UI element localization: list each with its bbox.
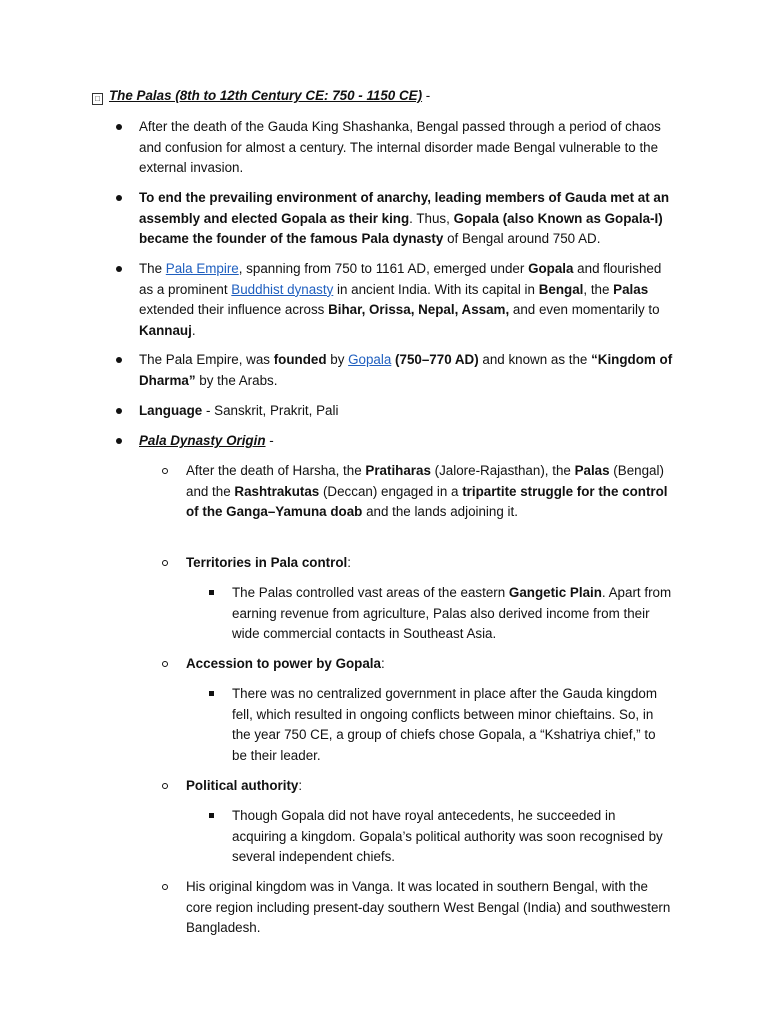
buddhist-dynasty-link[interactable]: Buddhist dynasty [231, 281, 334, 297]
paragraph-political-authority [232, 806, 672, 868]
text: (Bengal) and the [186, 463, 664, 499]
subsection-title: Pala Dynasty Origin [139, 433, 266, 448]
bold-text: Territories in Pala control [186, 555, 348, 570]
bullet-square-icon [209, 590, 214, 595]
text: - Sanskrit, Prakrit, Pali [202, 403, 339, 418]
paragraph-gauda-chaos [139, 117, 679, 179]
pala-empire-link[interactable]: Pala Empire [165, 261, 239, 276]
text: : [298, 778, 303, 793]
section-title: The Palas (8th to 12th Century CE: 750 - 1150 CE) [109, 88, 423, 103]
bullet-circle-icon [162, 661, 168, 667]
bullet-disc-icon [116, 438, 122, 444]
text: (Deccan) engaged in a [319, 483, 463, 499]
text: The Palas controlled vast areas of the eastern [232, 585, 509, 600]
text: and flourished as a prominent [139, 261, 662, 297]
text: The Pala Empire, was [139, 352, 274, 367]
bold-text: Political authority [186, 778, 299, 793]
paragraph-dynasty-origin [139, 431, 679, 452]
bold-text: Gopala (also Known as Gopala-I) became the founder of the famous Pala dynasty [139, 210, 663, 247]
bullet-disc-icon [116, 357, 122, 363]
section-heading [92, 86, 430, 107]
bold-text: Gangetic Plain [508, 585, 602, 600]
paragraph-territories [232, 583, 672, 645]
text: of Bengal around 750 AD. [443, 231, 601, 247]
paragraph-text: His original kingdom was in Vanga. It was located in southern Bengal, with the core region including present-day southern West Bengal (India) and southwestern Bangladesh. [186, 879, 671, 936]
checkbox-glyph-icon: □ [92, 93, 103, 105]
bullet-circle-icon [162, 468, 168, 474]
bold-text: Kannauj [139, 322, 192, 338]
bold-text: Palas [574, 463, 610, 478]
text: and the lands adjoining it. [362, 504, 518, 520]
paragraph-text: There was no centralized government in place after the Gauda kingdom fell, which resulted in ongoing conflicts between minor chieftains. So, in the year 750 CE, a group of chiefs chose Gopala, a “Kshatriya chief,” to be their leader. [232, 686, 658, 763]
text: : [380, 656, 385, 671]
text: After the death of Harsha, the [186, 463, 366, 478]
text: : [347, 555, 351, 570]
bold-text: Bengal [538, 281, 584, 297]
paragraph-tripartite-struggle [186, 461, 676, 523]
bullet-disc-icon [116, 124, 122, 130]
bold-text: To end the prevailing environment of anarchy, leading members of Gauda met at an assembly and elected Gopala as their king [139, 190, 670, 226]
paragraph-text: Though Gopala did not have royal antecedents, he succeeded in acquiring a kingdom. Gopala’s political authority was soon recognised by several independent chiefs. [232, 808, 663, 865]
bold-text: Language [139, 403, 203, 418]
paragraph-founded-by-gopala [139, 350, 679, 391]
bold-text: “Kingdom of Dharma” [139, 352, 673, 388]
section-title-suffix: - [422, 88, 431, 103]
text: - [265, 433, 274, 448]
text: and known as the [478, 352, 592, 367]
bold-text: Gopala [528, 261, 574, 276]
text: , spanning from 750 to 1161 AD, emerged under [238, 261, 529, 276]
bold-text: (750–770 AD) [395, 352, 479, 367]
text: and even momentarily to [509, 302, 660, 318]
paragraph-text: After the death of the Gauda King Shashanka, Bengal passed through a period of chaos and confusion for almost a century. The internal disorder made Bengal vulnerable to the external invasion. [139, 119, 661, 176]
text: The [139, 261, 166, 276]
bullet-disc-icon [116, 266, 122, 272]
bold-text: Rashtrakutas [234, 483, 320, 499]
paragraph-territories-heading [186, 553, 676, 574]
bold-text: Bihar, Orissa, Nepal, Assam, [328, 302, 510, 318]
paragraph-language [139, 401, 679, 422]
gopala-link[interactable]: Gopala [348, 352, 392, 367]
paragraph-original-kingdom [186, 877, 676, 939]
bullet-square-icon [209, 691, 214, 696]
bullet-circle-icon [162, 783, 168, 789]
bullet-disc-icon [116, 408, 122, 414]
text: (Jalore-Rajasthan), the [430, 463, 575, 478]
text: . Thus, [409, 210, 454, 226]
bullet-circle-icon [162, 884, 168, 890]
text: , the [583, 281, 614, 297]
paragraph-political-heading [186, 776, 676, 797]
text: by the Arabs. [195, 372, 278, 388]
text: in ancient India. With its capital in [333, 281, 539, 297]
text: . Apart from earning revenue from agriculture, Palas also derived income from their wide commercial contacts in Southeast Asia. [232, 585, 672, 642]
text: by [326, 352, 349, 367]
bullet-circle-icon [162, 560, 168, 566]
paragraph-gopala-elected [139, 188, 679, 250]
paragraph-accession-heading [186, 654, 676, 675]
text: extended their influence across [139, 302, 329, 318]
bullet-square-icon [209, 813, 214, 818]
bold-text: founded [273, 352, 327, 367]
paragraph-pala-empire [139, 259, 679, 341]
paragraph-accession [232, 684, 672, 766]
bold-text: tripartite struggle for the control of the Ganga–Yamuna doab [186, 483, 668, 520]
bold-text: Accession to power by Gopala [186, 656, 381, 671]
bullet-disc-icon [116, 195, 122, 201]
bold-text: Palas [613, 281, 649, 297]
text: . [191, 322, 196, 338]
bold-text: Pratiharas [365, 463, 431, 478]
